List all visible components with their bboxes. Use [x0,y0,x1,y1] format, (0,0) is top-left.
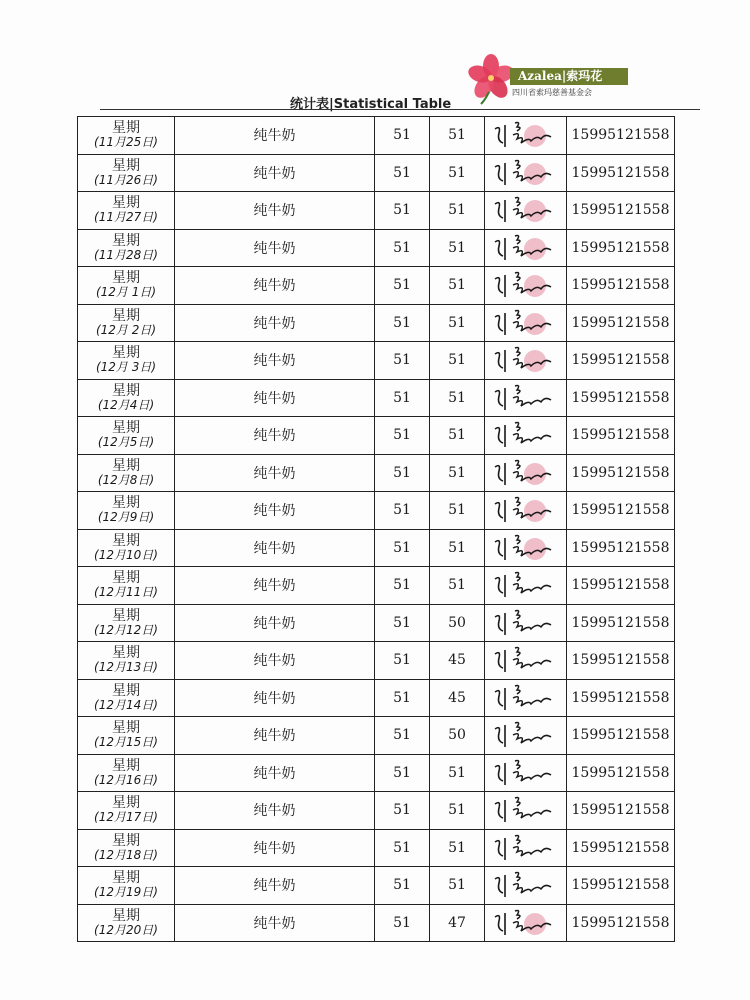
signature-cell [485,867,567,905]
planned-count: 51 [375,642,430,680]
product-name: 纯牛奶 [175,904,375,942]
date-cell [78,229,175,267]
phone-number: 15995121558 [567,154,675,192]
handwritten-signature [487,342,565,378]
planned-count: 51 [375,829,430,867]
table-row [78,267,675,305]
received-count: 51 [430,754,485,792]
phone-number: 15995121558 [567,754,675,792]
date-cell [78,117,175,155]
weekday-label: 星期 [112,420,140,437]
table-row [78,529,675,567]
handwritten-date: (11月26日) [94,172,158,187]
handwritten-signature [487,530,565,566]
date-cell [78,867,175,905]
date-cell [78,267,175,305]
planned-count: 51 [375,904,430,942]
handwritten-date: (12月 1日) [95,285,157,300]
planned-count: 51 [375,229,430,267]
phone-number: 15995121558 [567,867,675,905]
handwritten-signature [487,605,565,641]
table-row [78,192,675,230]
product-name: 纯牛奶 [175,117,375,155]
date-cell [78,792,175,830]
product-name: 纯牛奶 [175,792,375,830]
signature-cell [485,717,567,755]
received-count: 45 [430,642,485,680]
planned-count: 51 [375,379,430,417]
weekday-label: 星期 [112,120,140,137]
phone-number: 15995121558 [567,642,675,680]
table-row [78,904,675,942]
handwritten-signature [487,267,565,303]
phone-number: 15995121558 [567,417,675,455]
weekday-label: 星期 [112,457,140,474]
handwritten-signature [487,417,565,453]
received-count: 51 [430,829,485,867]
handwritten-date: (11月28日) [94,247,158,262]
handwritten-signature [487,567,565,603]
product-name: 纯牛奶 [175,192,375,230]
product-name: 纯牛奶 [175,342,375,380]
signature-cell [485,679,567,717]
table-row [78,792,675,830]
header-divider [100,109,700,110]
phone-number: 15995121558 [567,604,675,642]
handwritten-date: (12月15日) [94,735,158,750]
product-name: 纯牛奶 [175,417,375,455]
signature-cell [485,904,567,942]
handwritten-date: (12月13日) [94,660,158,675]
date-cell [78,642,175,680]
planned-count: 51 [375,604,430,642]
weekday-label: 星期 [112,270,140,287]
phone-number: 15995121558 [567,229,675,267]
date-cell [78,304,175,342]
weekday-label: 星期 [112,870,140,887]
signature-cell [485,229,567,267]
signature-cell [485,604,567,642]
table-row [78,117,675,155]
date-cell [78,679,175,717]
received-count: 51 [430,417,485,455]
planned-count: 51 [375,154,430,192]
foundation-logo [466,50,636,105]
date-cell [78,492,175,530]
received-count: 51 [430,342,485,380]
signature-cell [485,492,567,530]
received-count: 51 [430,529,485,567]
weekday-label: 星期 [112,232,140,249]
table-body [78,117,675,942]
weekday-label: 星期 [112,195,140,212]
planned-count: 51 [375,529,430,567]
weekday-label: 星期 [112,570,140,587]
product-name: 纯牛奶 [175,267,375,305]
table-row [78,754,675,792]
phone-number: 15995121558 [567,342,675,380]
signature-cell [485,417,567,455]
date-cell [78,567,175,605]
table-row [78,229,675,267]
product-name: 纯牛奶 [175,529,375,567]
signature-cell [485,379,567,417]
handwritten-date: (12月20日) [94,922,158,937]
handwritten-date: (12月 3日) [95,360,157,375]
planned-count: 51 [375,679,430,717]
azalea-flower-icon [466,50,516,105]
handwritten-date: (12月11日) [94,585,158,600]
received-count: 51 [430,379,485,417]
handwritten-date: (12月10日) [94,547,158,562]
signature-cell [485,567,567,605]
date-cell [78,829,175,867]
handwritten-signature [487,755,565,791]
planned-count: 51 [375,304,430,342]
handwritten-date: (12月14日) [94,697,158,712]
table-row [78,679,675,717]
signature-cell [485,304,567,342]
phone-number: 15995121558 [567,567,675,605]
signature-cell [485,342,567,380]
handwritten-signature [487,792,565,828]
handwritten-date: (12月5日) [97,435,155,450]
handwritten-date: (12月16日) [94,772,158,787]
handwritten-signature [487,867,565,903]
weekday-label: 星期 [112,907,140,924]
handwritten-date: (12月9日) [97,510,155,525]
product-name: 纯牛奶 [175,642,375,680]
handwritten-signature [487,455,565,491]
handwritten-date: (12月12日) [94,622,158,637]
weekday-label: 星期 [112,682,140,699]
phone-number: 15995121558 [567,267,675,305]
table-row [78,604,675,642]
received-count: 51 [430,267,485,305]
distribution-table [77,116,675,942]
handwritten-signature [487,830,565,866]
handwritten-date: (12月4日) [97,397,155,412]
product-name: 纯牛奶 [175,679,375,717]
table-row [78,567,675,605]
handwritten-signature [487,117,565,153]
date-cell [78,417,175,455]
phone-number: 15995121558 [567,304,675,342]
handwritten-date: (12月19日) [94,885,158,900]
phone-number: 15995121558 [567,379,675,417]
planned-count: 51 [375,867,430,905]
phone-number: 15995121558 [567,679,675,717]
handwritten-date: (12月8日) [97,472,155,487]
weekday-label: 星期 [112,645,140,662]
received-count: 47 [430,904,485,942]
planned-count: 51 [375,754,430,792]
product-name: 纯牛奶 [175,567,375,605]
phone-number: 15995121558 [567,529,675,567]
date-cell [78,717,175,755]
handwritten-signature [487,192,565,228]
handwritten-signature [487,492,565,528]
table-row [78,492,675,530]
table-row [78,829,675,867]
planned-count: 51 [375,792,430,830]
signature-cell [485,642,567,680]
signature-cell [485,454,567,492]
signature-cell [485,529,567,567]
signature-cell [485,829,567,867]
handwritten-signature [487,717,565,753]
planned-count: 51 [375,717,430,755]
handwritten-signature [487,305,565,341]
planned-count: 51 [375,492,430,530]
signature-cell [485,154,567,192]
received-count: 51 [430,867,485,905]
phone-number: 15995121558 [567,192,675,230]
signature-cell [485,192,567,230]
page-title: 统计表|Statistical Table [290,97,452,112]
received-count: 51 [430,304,485,342]
received-count: 51 [430,154,485,192]
table-row [78,304,675,342]
table-row [78,379,675,417]
weekday-label: 星期 [112,495,140,512]
date-cell [78,604,175,642]
date-cell [78,154,175,192]
planned-count: 51 [375,117,430,155]
handwritten-signature [487,680,565,716]
weekday-label: 星期 [112,795,140,812]
logo-brand: Azalea|索玛花 [510,68,628,85]
weekday-label: 星期 [112,532,140,549]
planned-count: 51 [375,192,430,230]
handwritten-signature [487,642,565,678]
handwritten-date: (11月27日) [94,210,158,225]
product-name: 纯牛奶 [175,867,375,905]
handwritten-date: (11月25日) [94,135,158,150]
table-row [78,342,675,380]
phone-number: 15995121558 [567,717,675,755]
table-row [78,454,675,492]
received-count: 51 [430,792,485,830]
signature-cell [485,754,567,792]
table-row [78,642,675,680]
handwritten-date: (12月18日) [94,847,158,862]
received-count: 45 [430,679,485,717]
received-count: 51 [430,567,485,605]
phone-number: 15995121558 [567,829,675,867]
weekday-label: 星期 [112,720,140,737]
weekday-label: 星期 [112,345,140,362]
date-cell [78,754,175,792]
weekday-label: 星期 [112,757,140,774]
phone-number: 15995121558 [567,792,675,830]
signature-cell [485,117,567,155]
table-row [78,867,675,905]
received-count: 51 [430,117,485,155]
product-name: 纯牛奶 [175,154,375,192]
handwritten-signature [487,230,565,266]
received-count: 50 [430,717,485,755]
signature-cell [485,267,567,305]
handwritten-date: (12月17日) [94,810,158,825]
received-count: 51 [430,192,485,230]
planned-count: 51 [375,417,430,455]
product-name: 纯牛奶 [175,379,375,417]
product-name: 纯牛奶 [175,604,375,642]
planned-count: 51 [375,342,430,380]
weekday-label: 星期 [112,382,140,399]
weekday-label: 星期 [112,157,140,174]
received-count: 50 [430,604,485,642]
planned-count: 51 [375,567,430,605]
date-cell [78,529,175,567]
product-name: 纯牛奶 [175,304,375,342]
product-name: 纯牛奶 [175,229,375,267]
product-name: 纯牛奶 [175,717,375,755]
product-name: 纯牛奶 [175,829,375,867]
phone-number: 15995121558 [567,904,675,942]
planned-count: 51 [375,267,430,305]
planned-count: 51 [375,454,430,492]
handwritten-signature [487,380,565,416]
phone-number: 15995121558 [567,117,675,155]
phone-number: 15995121558 [567,454,675,492]
date-cell [78,904,175,942]
product-name: 纯牛奶 [175,492,375,530]
date-cell [78,379,175,417]
product-name: 纯牛奶 [175,754,375,792]
weekday-label: 星期 [112,832,140,849]
table-row [78,717,675,755]
received-count: 51 [430,492,485,530]
received-count: 51 [430,229,485,267]
handwritten-signature [487,155,565,191]
date-cell [78,192,175,230]
table-row [78,417,675,455]
phone-number: 15995121558 [567,492,675,530]
date-cell [78,342,175,380]
weekday-label: 星期 [112,607,140,624]
received-count: 51 [430,454,485,492]
table-row [78,154,675,192]
handwritten-signature [487,905,565,941]
handwritten-date: (12月 2日) [95,322,157,337]
date-cell [78,454,175,492]
product-name: 纯牛奶 [175,454,375,492]
weekday-label: 星期 [112,307,140,324]
logo-org-name: 四川省索玛慈善基金会 [512,88,592,97]
signature-cell [485,792,567,830]
